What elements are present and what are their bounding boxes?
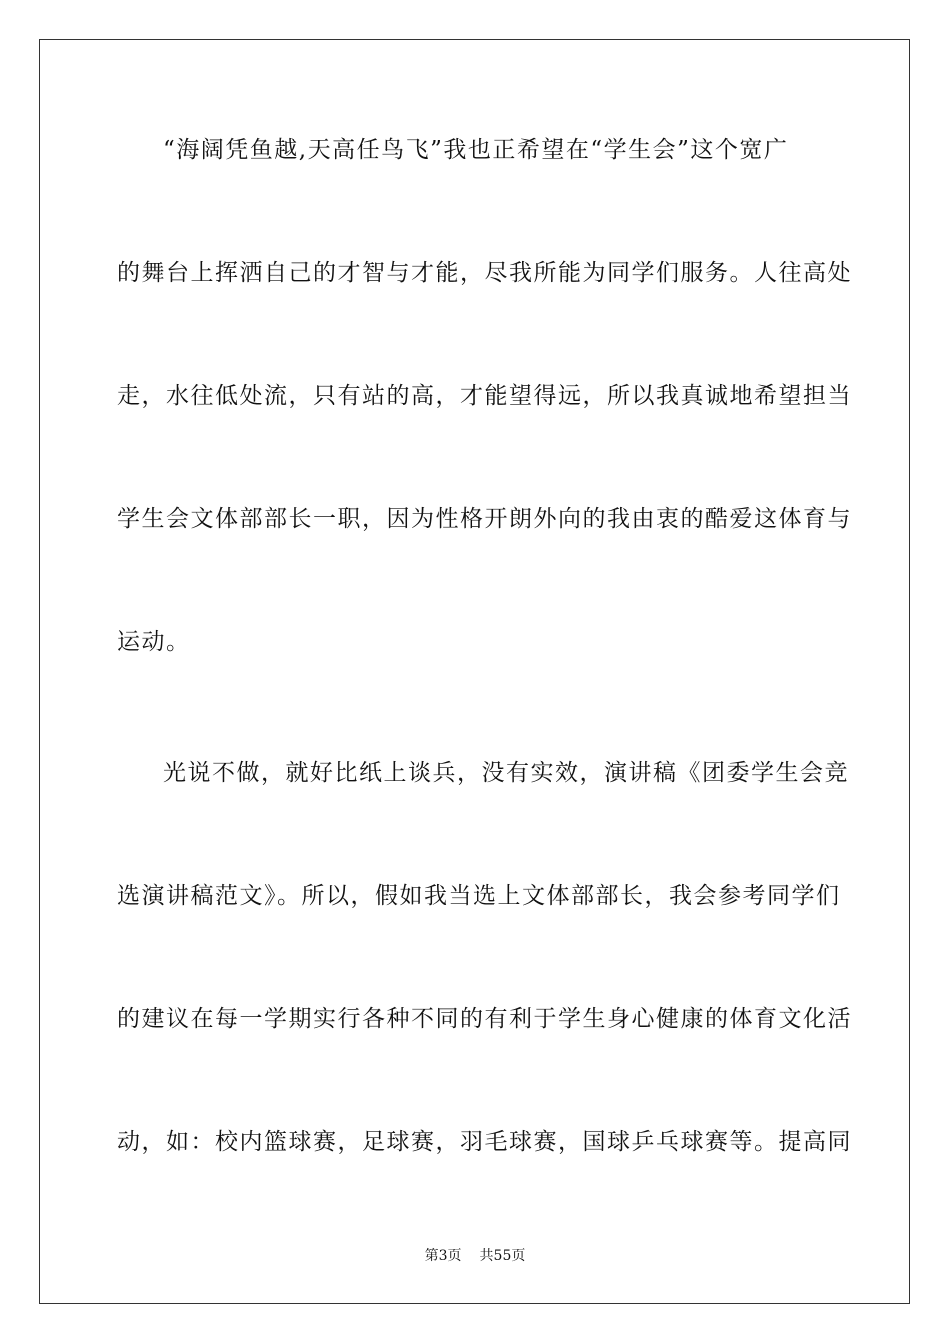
paragraph-1-line-3: 走，水往低处流，只有站的高，才能望得远，所以我真诚地希望担当 — [117, 383, 852, 409]
page-footer — [0, 1247, 950, 1265]
paragraph-2-line-2: 选演讲稿范文》。所以，假如我当选上文体部部长，我会参考同学们 — [117, 883, 841, 909]
paragraph-1-line-2: 的舞台上挥洒自己的才智与才能，尽我所能为同学们服务。人往高处 — [117, 260, 852, 286]
page-border — [39, 39, 910, 1304]
paragraph-2-line-4: 动，如：校内篮球赛，足球赛，羽毛球赛，国球乒乓球赛等。提高同 — [117, 1129, 852, 1155]
paragraph-1-line-1: “海阔凭鱼越,天高任鸟飞”我也正希望在“学生会”这个宽广 — [163, 137, 789, 163]
total-pages: 共55页 — [479, 1248, 526, 1264]
paragraph-1-line-5: 运动。 — [117, 629, 191, 655]
paragraph-2-line-1: 光说不做，就好比纸上谈兵，没有实效，演讲稿《团委学生会竞 — [163, 760, 849, 786]
paragraph-2-line-3: 的建议在每一学期实行各种不同的有利于学生身心健康的体育文化活 — [117, 1006, 852, 1032]
paragraph-1-line-4: 学生会文体部部长一职，因为性格开朗外向的我由衷的酷爱这体育与 — [117, 506, 852, 532]
page-number: 第3页 — [424, 1248, 462, 1264]
